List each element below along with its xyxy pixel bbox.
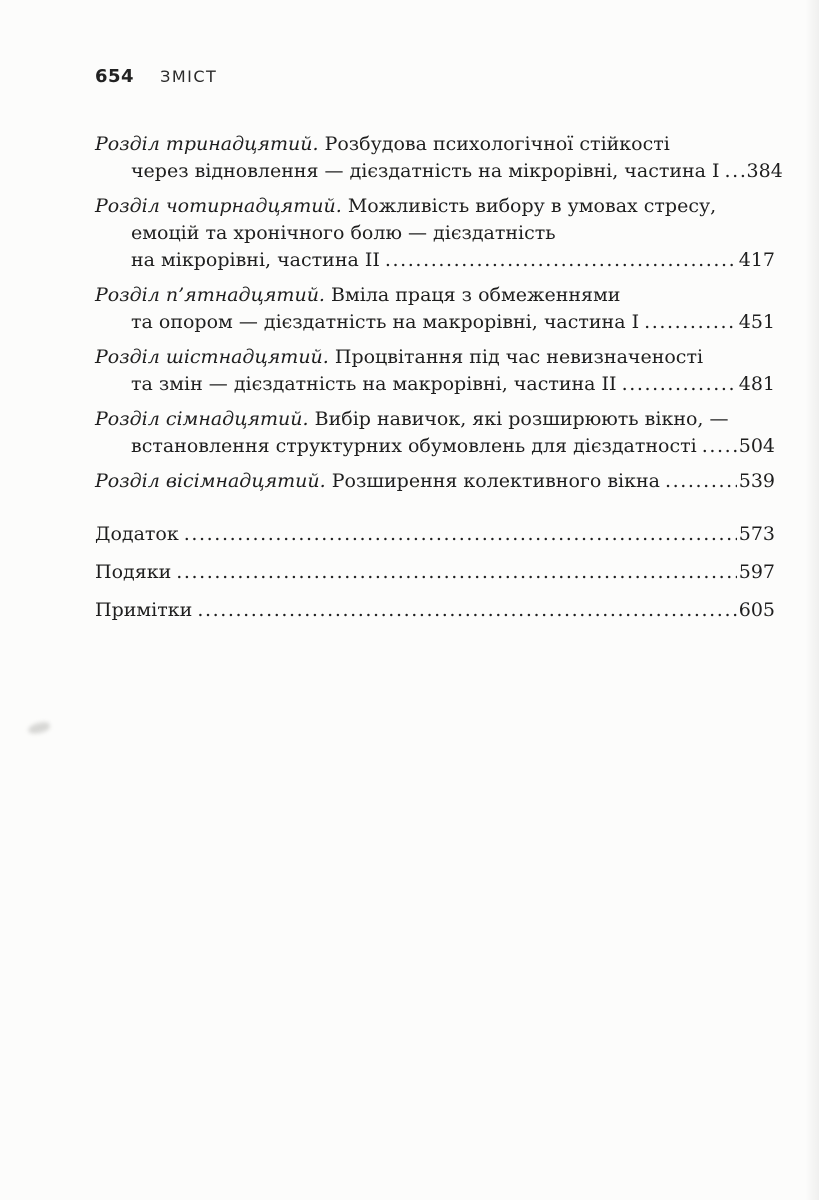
- toc-page-number: 573: [738, 523, 775, 545]
- toc-page-number: 597: [738, 561, 775, 583]
- dot-leader: [665, 468, 737, 495]
- toc-page-number: 504: [738, 435, 775, 457]
- chapter-title: Розширення колективного вікна: [331, 470, 660, 492]
- toc-entry-first-line: [95, 282, 775, 309]
- toc-entry-middle-line: [131, 220, 775, 247]
- toc-entry-chapter-13: [95, 131, 783, 185]
- toc-entry-single-line: [95, 559, 775, 586]
- toc-entry-first-line: [95, 344, 775, 371]
- chapter-label: Розділ чотирнадцятий.: [95, 195, 342, 217]
- toc-entry-last-line: [131, 371, 775, 398]
- chapter-title-continued: та змін — дієздатність на макрорівні, частина II: [131, 373, 617, 395]
- dot-leader: [385, 247, 737, 274]
- chapter-title: Процвітання під час невизначеності: [334, 346, 704, 368]
- chapter-title: Можливість вибору в умовах стресу,: [347, 195, 717, 217]
- chapter-title: Вибір навичок, які розширюють вікно, —: [314, 408, 729, 430]
- toc-entry-chapter-16: [95, 344, 775, 398]
- toc-entry-last-line: [131, 247, 775, 274]
- chapter-label: Розділ п’ятнадцятий.: [95, 284, 325, 306]
- dot-leader: [644, 309, 737, 336]
- chapter-title-continued: та опором — дієздатність на макрорівні, частина I: [131, 311, 640, 333]
- chapter-title-continued: через відновлення — дієздатність на мікрорівні, частина I: [131, 160, 720, 182]
- table-of-contents: [95, 131, 783, 624]
- toc-entry-first-line: [95, 131, 775, 158]
- dot-leader: [622, 371, 737, 398]
- page-header: [95, 66, 775, 87]
- dot-leader: [725, 158, 745, 185]
- dot-leader: [197, 597, 736, 624]
- toc-entry-single-line: [95, 597, 775, 624]
- toc-entry-notes: [95, 597, 775, 624]
- page-number: 654: [95, 66, 135, 87]
- dot-leader: [702, 433, 737, 460]
- toc-entry-last-line: [131, 158, 783, 185]
- chapter-label: Розділ сімнадцятий.: [95, 408, 309, 430]
- toc-entry-chapter-14: [95, 193, 775, 274]
- chapter-title: Розбудова психологічної стійкості: [324, 133, 670, 155]
- toc-page-number: 384: [746, 160, 783, 182]
- toc-entry-appendix: [95, 521, 775, 548]
- dot-leader: [176, 559, 737, 586]
- toc-page-number: 481: [738, 373, 775, 395]
- back-matter-title: Подяки: [95, 561, 172, 583]
- toc-page-number: 451: [738, 311, 775, 333]
- toc-entry-first-line: [95, 406, 775, 433]
- toc-entry-last-line: [131, 309, 775, 336]
- chapter-title-continued: встановлення структурних обумовлень для дієздатності: [131, 435, 697, 457]
- toc-page-number: 605: [738, 599, 775, 621]
- chapter-title-continued: на мікрорівні, частина II: [131, 249, 380, 271]
- back-matter-title: Додаток: [95, 523, 179, 545]
- dot-leader: [184, 521, 737, 548]
- toc-entry-first-line: [95, 193, 775, 220]
- running-title: ЗМІСТ: [160, 67, 218, 86]
- chapter-label: Розділ вісімнадцятий.: [95, 470, 326, 492]
- chapter-heading: [95, 468, 660, 495]
- chapter-title-continued: емоцій та хронічного болю — дієздатність: [131, 222, 556, 244]
- toc-page-number: 417: [738, 249, 775, 271]
- chapter-label: Розділ шістнадцятий.: [95, 346, 329, 368]
- toc-entry-acknowledgements: [95, 559, 775, 586]
- toc-entry-chapter-18: [95, 468, 775, 495]
- chapter-title: Вміла праця з обмеженнями: [331, 284, 621, 306]
- page-edge-shadow: [805, 0, 819, 1200]
- toc-entry-last-line: [131, 433, 775, 460]
- toc-entry-chapter-17: [95, 406, 775, 460]
- scan-smudge-artifact: [27, 721, 51, 735]
- toc-entry-chapter-15: [95, 282, 775, 336]
- toc-entry-single-line: [95, 521, 775, 548]
- toc-page-number: 539: [738, 470, 775, 492]
- back-matter-section: [95, 521, 775, 624]
- chapter-label: Розділ тринадцятий.: [95, 133, 319, 155]
- back-matter-title: Примітки: [95, 599, 193, 621]
- toc-entry-single-line: [95, 468, 775, 495]
